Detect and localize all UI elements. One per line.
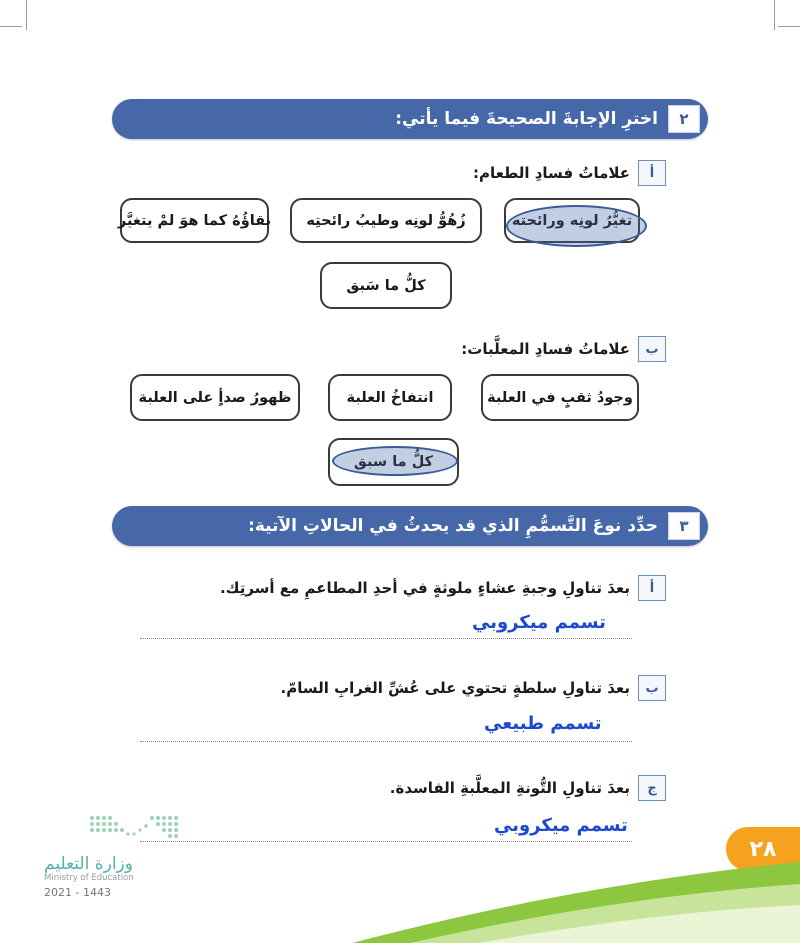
- letter-badge: ب: [638, 336, 666, 362]
- option-label: كلُّ ما سبق: [353, 454, 434, 470]
- letter-badge: أ: [638, 575, 666, 601]
- question-3-number: ٣: [668, 512, 700, 540]
- question-3-title: حدِّد نوعَ التَّسمُّمِ الذي قد يحدثُ في الحالاتِ الآتية:: [248, 516, 658, 536]
- answer-text: تسمم طبيعي: [484, 713, 602, 734]
- option-label: تغيُّرُ لونِه ورائحته: [511, 212, 633, 229]
- edition-year: 2021 - 1443: [44, 886, 111, 899]
- option-label: زُهُوُّ لونِه وطيبُ رائحتِه: [306, 212, 466, 229]
- option-label: وجودُ ثقبٍ في العلبة: [487, 389, 633, 406]
- page-number: ٢٨: [726, 827, 800, 871]
- option-label: ظهورُ صدأٍ على العلبة: [138, 389, 292, 406]
- case-text: بعدَ تناولِ التُّونةِ المعلَّبةِ الفاسدة.: [389, 779, 630, 797]
- letter-badge: أ: [638, 160, 666, 186]
- case-text: بعدَ تناولِ سلطةٍ تحتوي على عُشِّ الغرابِ السامّ.: [280, 679, 630, 697]
- question-2-title: اخترِ الإجابةَ الصحيحةَ فيما يأتي:: [395, 109, 658, 129]
- answer-text: تسمم ميكروبي: [494, 815, 628, 836]
- answer-text: تسمم ميكروبي: [472, 612, 606, 633]
- ministry-name-english: Ministry of Education: [44, 873, 134, 883]
- letter-badge: ج: [638, 775, 666, 801]
- letter-badge: ب: [638, 675, 666, 701]
- question-2-number: ٢: [668, 105, 700, 133]
- ministry-name-arabic: وزارة التعليم: [44, 854, 133, 874]
- case-text: بعدَ تناولِ وجبةِ عشاءٍ ملوثةٍ في أحدِ المطاعمِ مع أسرتِك.: [220, 579, 630, 597]
- option-label: كلُّ ما سَبق: [346, 277, 426, 294]
- prompt-text: علاماتُ فسادِ الطعام:: [473, 164, 630, 182]
- option-label: بقاؤُهُ كما هوَ لمْ يتغيَّر: [117, 212, 272, 229]
- option-label: انتفاخُ العلبة: [346, 389, 434, 406]
- prompt-text: علاماتُ فسادِ المعلَّبات:: [461, 340, 630, 358]
